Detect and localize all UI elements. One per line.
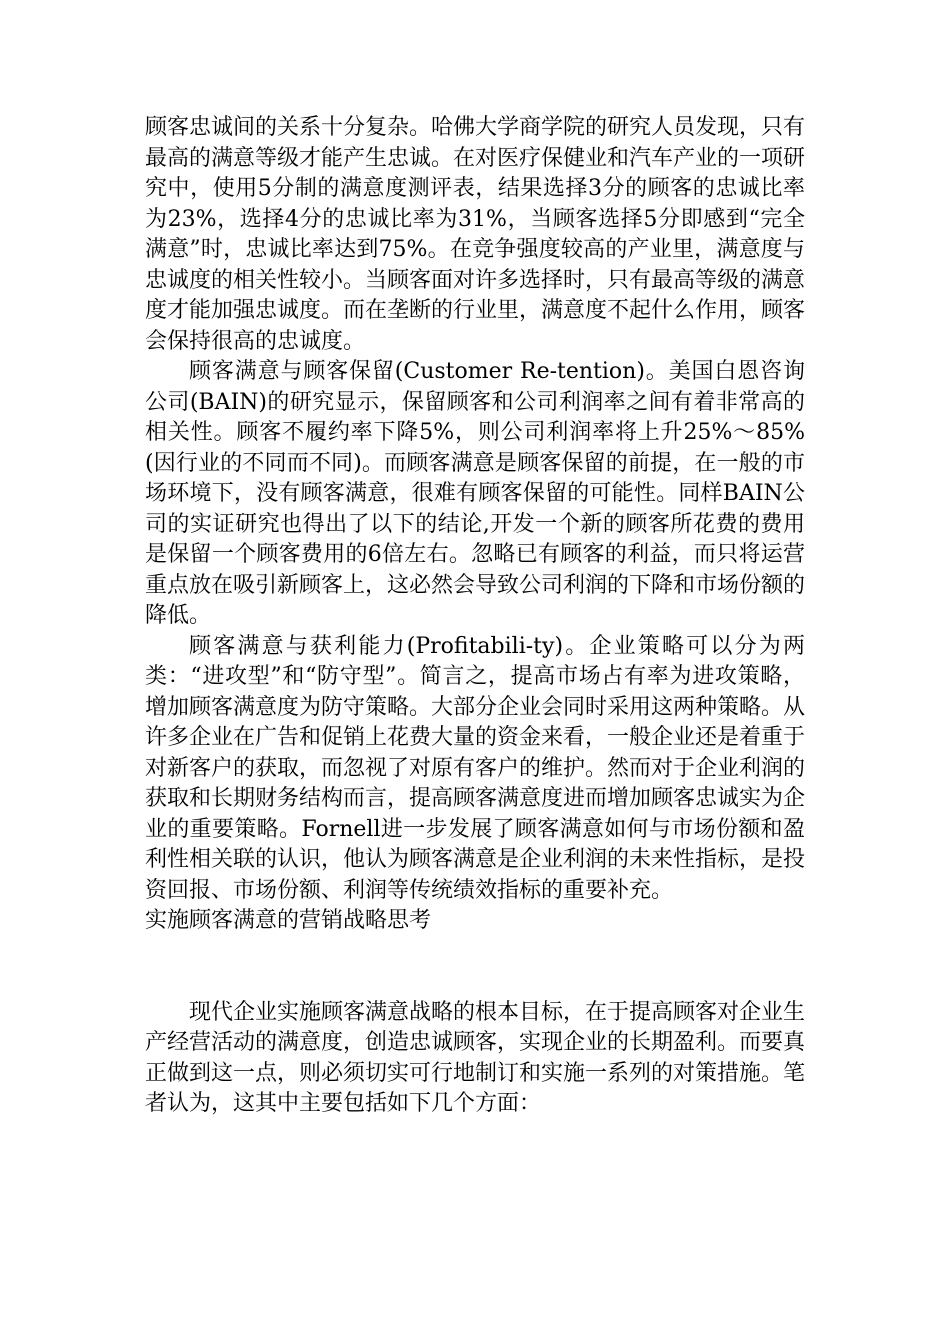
document-page xyxy=(145,113,805,1120)
paragraph-profitability: 顾客满意与获利能力(Profitabili-ty)。企业策略可以分为两类：“进攻型”和“防守型”。简言之，提高市场占有率为进攻策略，增加顾客满意度为防守策略。大部分企业会同时采用这两种策略。从许多企业在广告和促销上花费大量的资金来看，一般企业还是着重于对新客户的获取，而忽视了对原有客户的维护。然而对于企业利润的获取和长期财务结构而言，提高顾客满意度进而增加顾客忠诚实为企业的重要策略。Fornell进一步发展了顾客满意如何与市场份额和盈利性相关联的认识，他认为顾客满意是企业利润的未来性指标，是投资回报、市场份额、利润等传统绩效指标的重要补充。 xyxy=(145,633,806,903)
paragraph-strategy-goal: 现代企业实施顾客满意战略的根本目标，在于提高顾客对企业生产经营活动的满意度，创造忠诚顾客，实现企业的长期盈利。而要真正做到这一点，则必须切实可行地制订和实施一系列的对策措施。笔者认为，这其中主要包括如下几个方面： xyxy=(145,999,806,1116)
section-heading: 实施顾客满意的营销战略思考 xyxy=(145,908,432,933)
blank-line xyxy=(145,937,805,998)
paragraph-customer-retention: 顾客满意与顾客保留(Customer Re-tention)。美国白恩咨询公司(BAIN)的研究显示，保留顾客和公司利润率之间有着非常高的相关性。顾客不履约率下降5%，则公司利润率将上升25%～85%(因行业的不同而不同)。而顾客满意是顾客保留的前提，在一般的市场环境下，没有顾客满意，很难有顾客保留的可能性。同样BAIN公司的实证研究也得出了以下的结论,开发一个新的顾客所花费的费用是保留一个顾客费用的6倍左右。忽略已有顾客的利益，而只将运营重点放在吸引新顾客上，这必然会导致公司利润的下降和市场份额的降低。 xyxy=(145,359,806,628)
paragraph-loyalty-relation: 顾客忠诚间的关系十分复杂。哈佛大学商学院的研究人员发现，只有最高的满意等级才能产生忠诚。在对医疗保健业和汽车产业的一项研究中，使用5分制的满意度测评表，结果选择3分的顾客的忠诚比率为23%，选择4分的忠诚比率为31%，当顾客选择5分即感到“完全满意”时，忠诚比率达到75%。在竞争强度较高的产业里，满意度与忠诚度的相关性较小。当顾客面对许多选择时，只有最高等级的满意度才能加强忠诚度。而在垄断的行业里，满意度不起什么作用，顾客会保持很高的忠诚度。 xyxy=(145,115,806,354)
